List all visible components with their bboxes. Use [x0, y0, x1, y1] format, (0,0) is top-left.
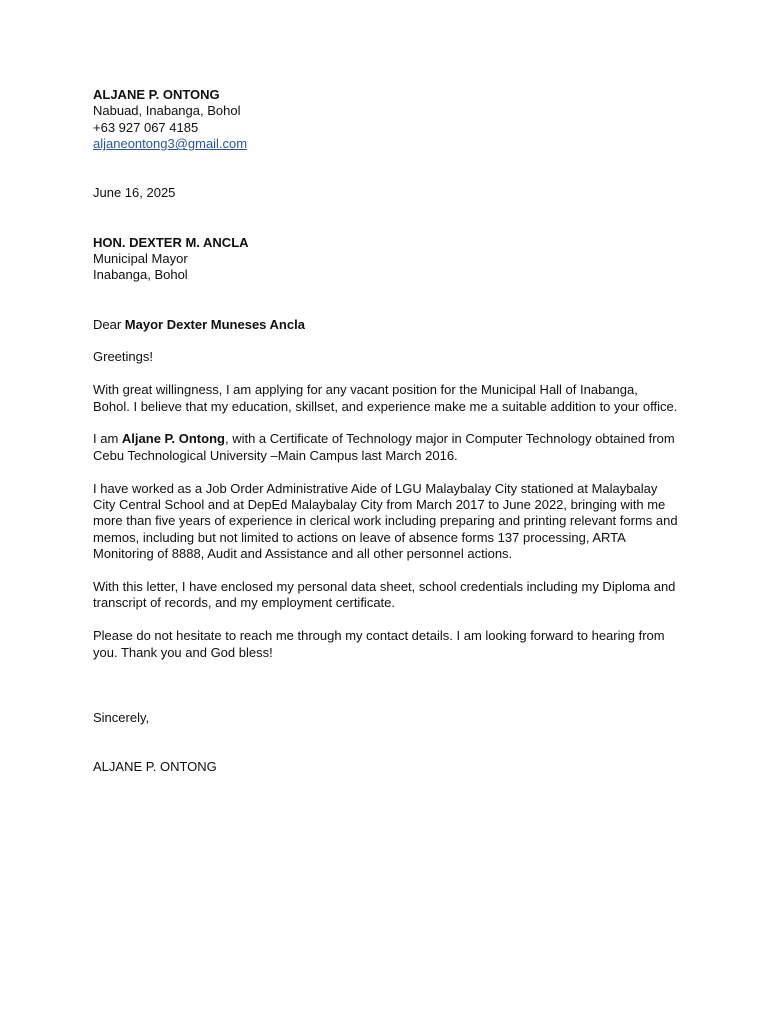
p2-name: Aljane P. Ontong [121, 431, 225, 447]
recipient-location: Inabanga, Bohol [93, 267, 188, 283]
sender-address: Nabuad, Inabanga, Bohol [93, 103, 241, 119]
salutation [93, 317, 678, 333]
sender-block [93, 87, 678, 153]
recipient-name: HON. DEXTER M. ANCLA [93, 234, 249, 250]
closing: Sincerely, [93, 710, 150, 726]
p2-prefix: I am [93, 431, 122, 447]
body-paragraph-4: With this letter, I have enclosed my personal data sheet, school credentials including my Diploma and transcript of records, and my employment certificate. [93, 579, 676, 611]
salutation-prefix: Dear [93, 316, 125, 332]
signature-name: ALJANE P. ONTONG [93, 759, 217, 775]
body-paragraph-3: I have worked as a Job Order Administrative Aide of LGU Malaybalay City stationed at Malaybalay City Central School and at DepEd Malaybalay City from March 2017 to June 2022, bringing with me more than five years of experience in clerical work including preparing and printing relevant forms and memos, including but not limited to actions on leave of absence forms 137 processing, ARTA Monitoring of 8888, Audit and Assistance and all other personnel actions. [93, 480, 678, 562]
body-paragraph-2 [93, 431, 678, 464]
letter-date: June 16, 2025 [93, 185, 176, 201]
body-paragraph-1: With great willingness, I am applying for any vacant position for the Municipal Hall of Inabanga, Bohol. I believe that my education, skillset, and experience make me a suitable addition to your office. [93, 382, 678, 414]
sender-phone: +63 927 067 4185 [93, 119, 199, 135]
salutation-name: Mayor Dexter Muneses Ancla [124, 316, 305, 332]
recipient-title: Municipal Mayor [93, 251, 188, 267]
greeting: Greetings! [93, 349, 153, 365]
sender-email-link[interactable]: aljaneontong3@gmail.com [93, 136, 248, 152]
sender-name: ALJANE P. ONTONG [93, 87, 220, 102]
letter-page [93, 87, 678, 776]
body-paragraph-5: Please do not hesitate to reach me through my contact details. I am looking forward to hearing from you. Thank you and God bless! [93, 628, 665, 660]
p2-rest: , with a Certificate of Technology major in Computer Technology obtained from Cebu Technological University –Main Campus last March 2016. [93, 431, 675, 463]
recipient-block [93, 235, 678, 284]
